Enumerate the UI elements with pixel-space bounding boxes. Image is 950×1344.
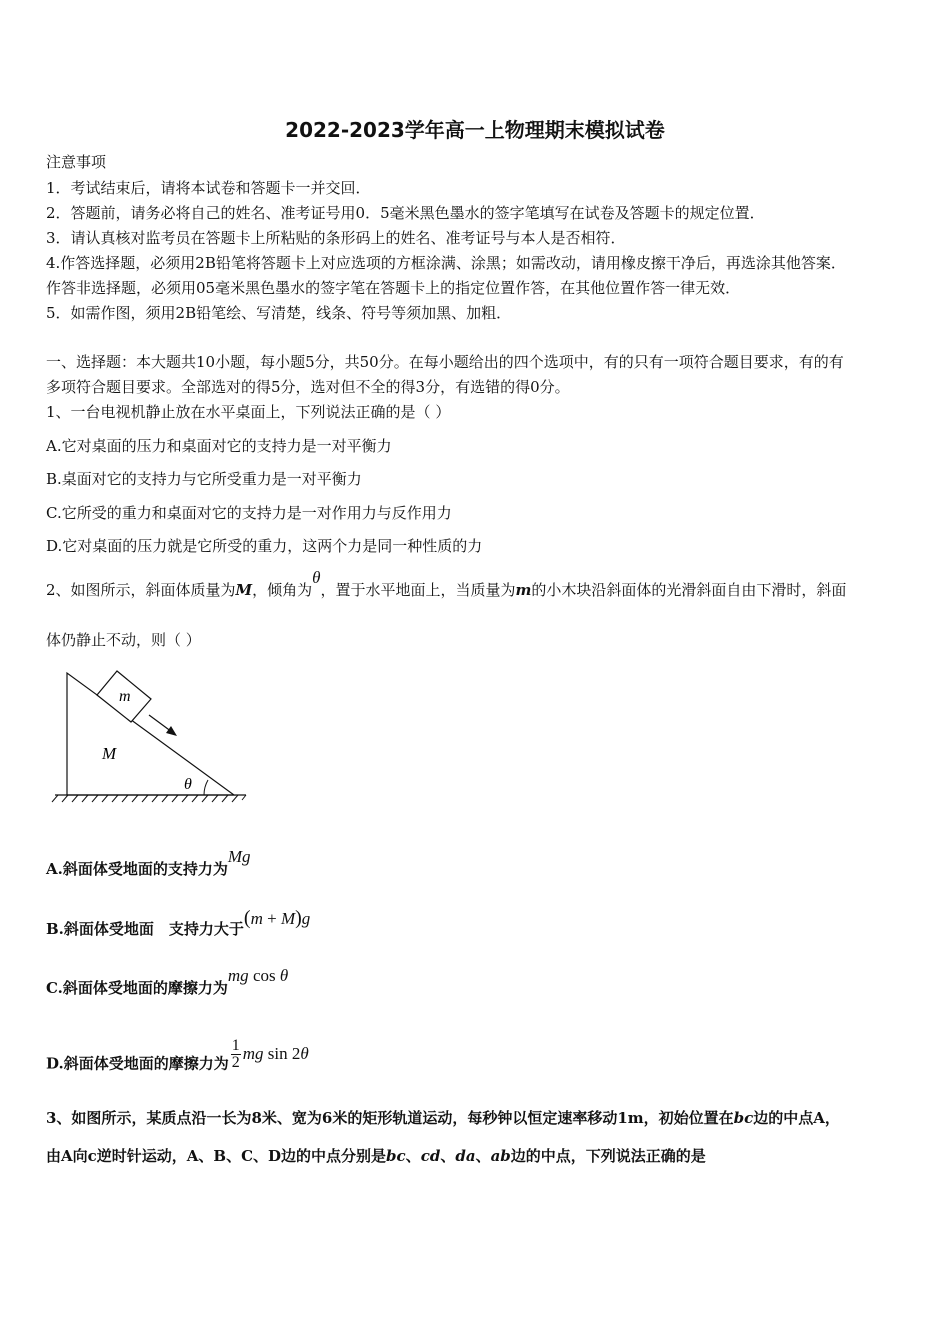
question-stem-line2 xyxy=(46,1146,706,1166)
stem-text: ，倾角为 xyxy=(252,581,313,599)
section-intro: 一、选择题：本大题共10小题，每小题5分，共50分。在每小题给出的四个选项中，有的只有一项符合题目要求，有的有 xyxy=(46,353,844,371)
var-mass-wedge: M xyxy=(235,581,253,599)
notice-item: 1．考试结束后，请将本试卷和答题卡一并交回． xyxy=(46,179,371,197)
stem-text: 3、如图所示，某质点沿一长为8米、宽为6米的矩形轨道运动，每秒钟以恒定速率移动1m，初始位置在 xyxy=(46,1109,734,1127)
edge-label: bc xyxy=(386,1147,406,1165)
option-text: D.斜面体受地面的摩擦力为 xyxy=(46,1054,229,1073)
edge-label: cd xyxy=(420,1147,441,1165)
edge-label: ab xyxy=(490,1147,511,1165)
fraction-half xyxy=(231,1038,241,1071)
separator: 、 xyxy=(440,1147,456,1165)
notice-heading: 注意事项 xyxy=(46,153,107,171)
arrow-head-icon xyxy=(166,726,177,736)
stem-text: ，置于水平地面上，当质量为 xyxy=(320,581,516,599)
block-label: m xyxy=(119,688,131,705)
option-c: C.它所受的重力和桌面对它的支持力是一对作用力与反作用力 xyxy=(46,504,452,522)
stem-text: 边的中点A， xyxy=(753,1109,840,1127)
angle-label: θ xyxy=(184,776,192,793)
angle-arc xyxy=(204,780,208,795)
option-text: B.斜面体受地面 支持力大于 xyxy=(46,920,244,938)
stem-text: 由A向c逆时针运动，A、B、C、D边的中点分别是 xyxy=(46,1147,387,1165)
notice-item: 3．请认真核对监考员在答题卡上所粘贴的条形码上的姓名、准考证号与本人是否相符． xyxy=(46,229,626,247)
var-mg: mg xyxy=(242,1043,264,1063)
option-d xyxy=(46,1037,309,1081)
theta-symbol: θ xyxy=(279,966,289,985)
var-M: M xyxy=(280,909,296,928)
option-text: A.斜面体受地面的支持力为 xyxy=(46,860,228,878)
notice-item: 4.作答选择题，必须用2B铅笔将答题卡上对应选项的方框涂满、涂黑；如需改动，请用橡皮擦干净后，再选涂其他答案． xyxy=(46,254,846,272)
edge-label: da xyxy=(455,1147,476,1165)
var-g: g xyxy=(301,909,311,928)
theta-symbol: θ xyxy=(300,1043,309,1063)
option-math xyxy=(228,966,288,985)
option-math xyxy=(229,1037,309,1071)
var-mass-block: m xyxy=(515,581,532,599)
separator: 、 xyxy=(405,1147,421,1165)
option-d: D.它对桌面的压力就是它所受的重力，这两个力是同一种性质的力 xyxy=(46,537,483,555)
stem-text: 2、如图所示，斜面体质量为 xyxy=(46,581,236,599)
option-b xyxy=(46,907,311,939)
notice-item: 作答非选择题，必须用05毫米黑色墨水的签字笔在答题卡上的指定位置作答，在其他位置作答一律无效． xyxy=(46,279,741,297)
question-stem: 1、一台电视机静止放在水平桌面上，下列说法正确的是（ ） xyxy=(46,403,451,421)
frac-den: 2 xyxy=(231,1054,240,1071)
wedge-shape xyxy=(67,673,234,795)
question-stem xyxy=(46,568,847,600)
option-math xyxy=(244,909,310,928)
question-stem-line2: 体仍静止不动，则（ ） xyxy=(46,631,201,649)
separator: 、 xyxy=(475,1147,491,1165)
notice-item: 5．如需作图，须用2B铅笔绘、写清楚，线条、符号等须加黑、加粗． xyxy=(46,304,512,322)
option-a xyxy=(46,847,251,879)
plus-sign: + xyxy=(262,909,281,928)
var-mg: mg xyxy=(227,966,249,985)
edge-label: bc xyxy=(733,1109,754,1127)
question-stem xyxy=(46,1108,840,1128)
page-title: 2022-2023学年高一上物理期末模拟试卷 xyxy=(285,118,665,142)
option-a: A.它对桌面的压力和桌面对它的支持力是一对平衡力 xyxy=(46,437,392,455)
paren-close: ) xyxy=(295,907,302,929)
stem-text: 边的中点，下列说法正确的是 xyxy=(510,1147,706,1165)
option-text: C.斜面体受地面的摩擦力为 xyxy=(46,979,228,997)
ground-hatching xyxy=(52,795,246,802)
notice-item: 2．答题前，请务必将自己的姓名、准考证号用0．5毫米黑色墨水的签字笔填写在试卷及答题卡的规定位置． xyxy=(46,204,765,222)
var-m: m xyxy=(250,909,263,928)
cos-fn: cos xyxy=(248,966,280,985)
stem-text: 的小木块沿斜面体的光滑斜面自由下滑时，斜面 xyxy=(531,581,847,599)
section-intro: 多项符合题目要求。全部选对的得5分，选对但不全的得3分，有选错的得0分。 xyxy=(46,378,570,396)
frac-num: 1 xyxy=(231,1037,240,1054)
paren-open: ( xyxy=(243,907,251,929)
option-b: B.桌面对它的支持力与它所受重力是一对平衡力 xyxy=(46,470,362,488)
wedge-label: M xyxy=(102,744,117,763)
theta-symbol: θ xyxy=(312,568,321,587)
incline-figure xyxy=(50,664,250,804)
sin-fn: sin 2 xyxy=(263,1043,301,1063)
option-c xyxy=(46,966,289,998)
option-math: Mg xyxy=(227,847,251,866)
